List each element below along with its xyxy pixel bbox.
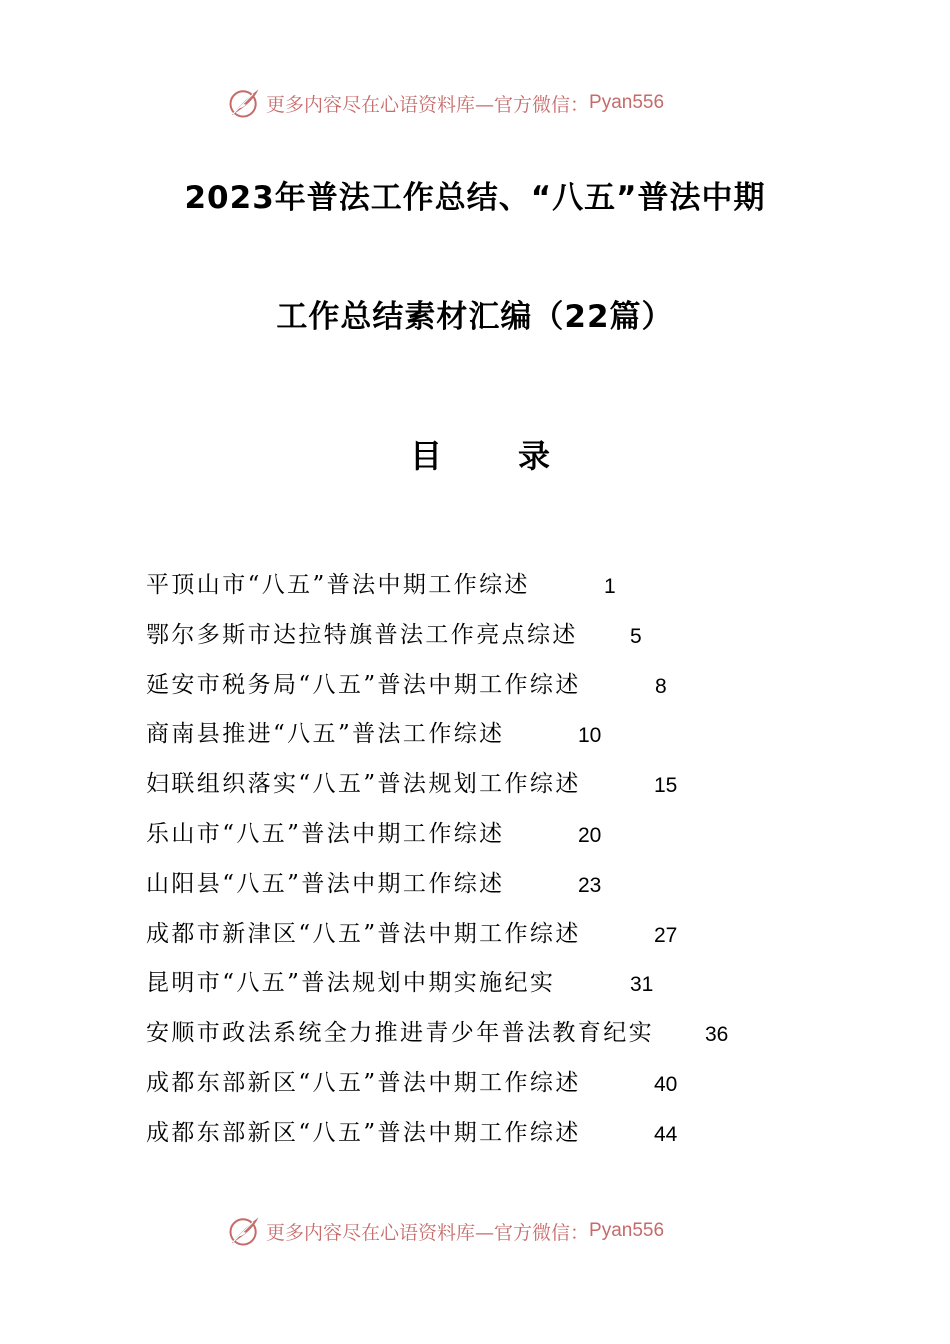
toc-heading <box>410 436 550 476</box>
toc-item-title: 成都东部新区“八五”普法中期工作综述 <box>146 1119 581 1146</box>
toc-item[interactable] <box>146 665 846 715</box>
toc-item[interactable] <box>146 615 846 665</box>
table-of-contents <box>146 565 846 1163</box>
toc-item-title: 平顶山市“八五”普法中期工作综述 <box>146 572 530 598</box>
toc-item-page: 31 <box>630 973 654 997</box>
banner-wechat-id: Pyan556 <box>589 92 665 113</box>
toc-item-title: 延安市税务局“八五”普法中期工作综述 <box>146 671 581 698</box>
toc-item-title: 山阳县“八五”普法中期工作综述 <box>146 870 505 897</box>
toc-item-page: 15 <box>654 774 678 798</box>
toc-item-page: 40 <box>654 1072 678 1096</box>
document-title-line-2: 工作总结素材汇编（22篇） <box>276 299 674 335</box>
toc-item[interactable] <box>146 714 846 764</box>
toc-item[interactable] <box>146 1113 846 1163</box>
toc-heading-char-1: 目 <box>410 437 443 475</box>
toc-item[interactable] <box>146 914 846 964</box>
toc-item-page: 5 <box>630 624 642 648</box>
toc-item-title: 乐山市“八五”普法中期工作综述 <box>146 820 505 847</box>
toc-item-title: 妇联组织落实“八五”普法规划工作综述 <box>146 771 581 798</box>
toc-item-title: 成都市新津区“八五”普法中期工作综述 <box>146 920 581 947</box>
banner-text: 更多内容尽在心语资料库—官方微信： <box>266 93 590 116</box>
toc-item-page: 1 <box>604 575 616 598</box>
toc-item-title: 鄂尔多斯市达拉特旗普法工作亮点综述 <box>146 621 578 648</box>
toc-item-page: 44 <box>654 1122 678 1146</box>
toc-item-title: 昆明市“八五”普法规划中期实施纪实 <box>146 970 556 997</box>
toc-item[interactable] <box>146 565 846 615</box>
toc-item-title: 成都东部新区“八五”普法中期工作综述 <box>146 1069 581 1096</box>
document-title-line-1: 2023年普法工作总结、“八五”普法中期 <box>184 180 766 216</box>
header-banner <box>0 83 950 123</box>
toc-item[interactable] <box>146 864 846 914</box>
quill-pen-icon <box>226 1213 262 1249</box>
toc-item-page: 27 <box>654 923 678 947</box>
toc-item[interactable] <box>146 814 846 864</box>
quill-pen-icon <box>226 85 262 121</box>
banner-wechat-id: Pyan556 <box>589 1220 665 1241</box>
toc-item-page: 23 <box>578 873 602 897</box>
toc-item[interactable] <box>146 1063 846 1113</box>
toc-heading-char-2: 录 <box>517 437 550 475</box>
toc-item[interactable] <box>146 963 846 1013</box>
toc-item-page: 10 <box>578 724 602 748</box>
toc-item[interactable] <box>146 1013 846 1063</box>
toc-item-page: 8 <box>655 674 667 698</box>
footer-banner <box>0 1211 950 1251</box>
toc-item[interactable] <box>146 764 846 814</box>
toc-item-title: 商南县推进“八五”普法工作综述 <box>146 721 505 748</box>
toc-item-title: 安顺市政法系统全力推进青少年普法教育纪实 <box>146 1020 654 1047</box>
toc-item-page: 36 <box>705 1023 729 1047</box>
banner-text: 更多内容尽在心语资料库—官方微信： <box>266 1221 590 1244</box>
toc-item-page: 20 <box>578 823 602 847</box>
